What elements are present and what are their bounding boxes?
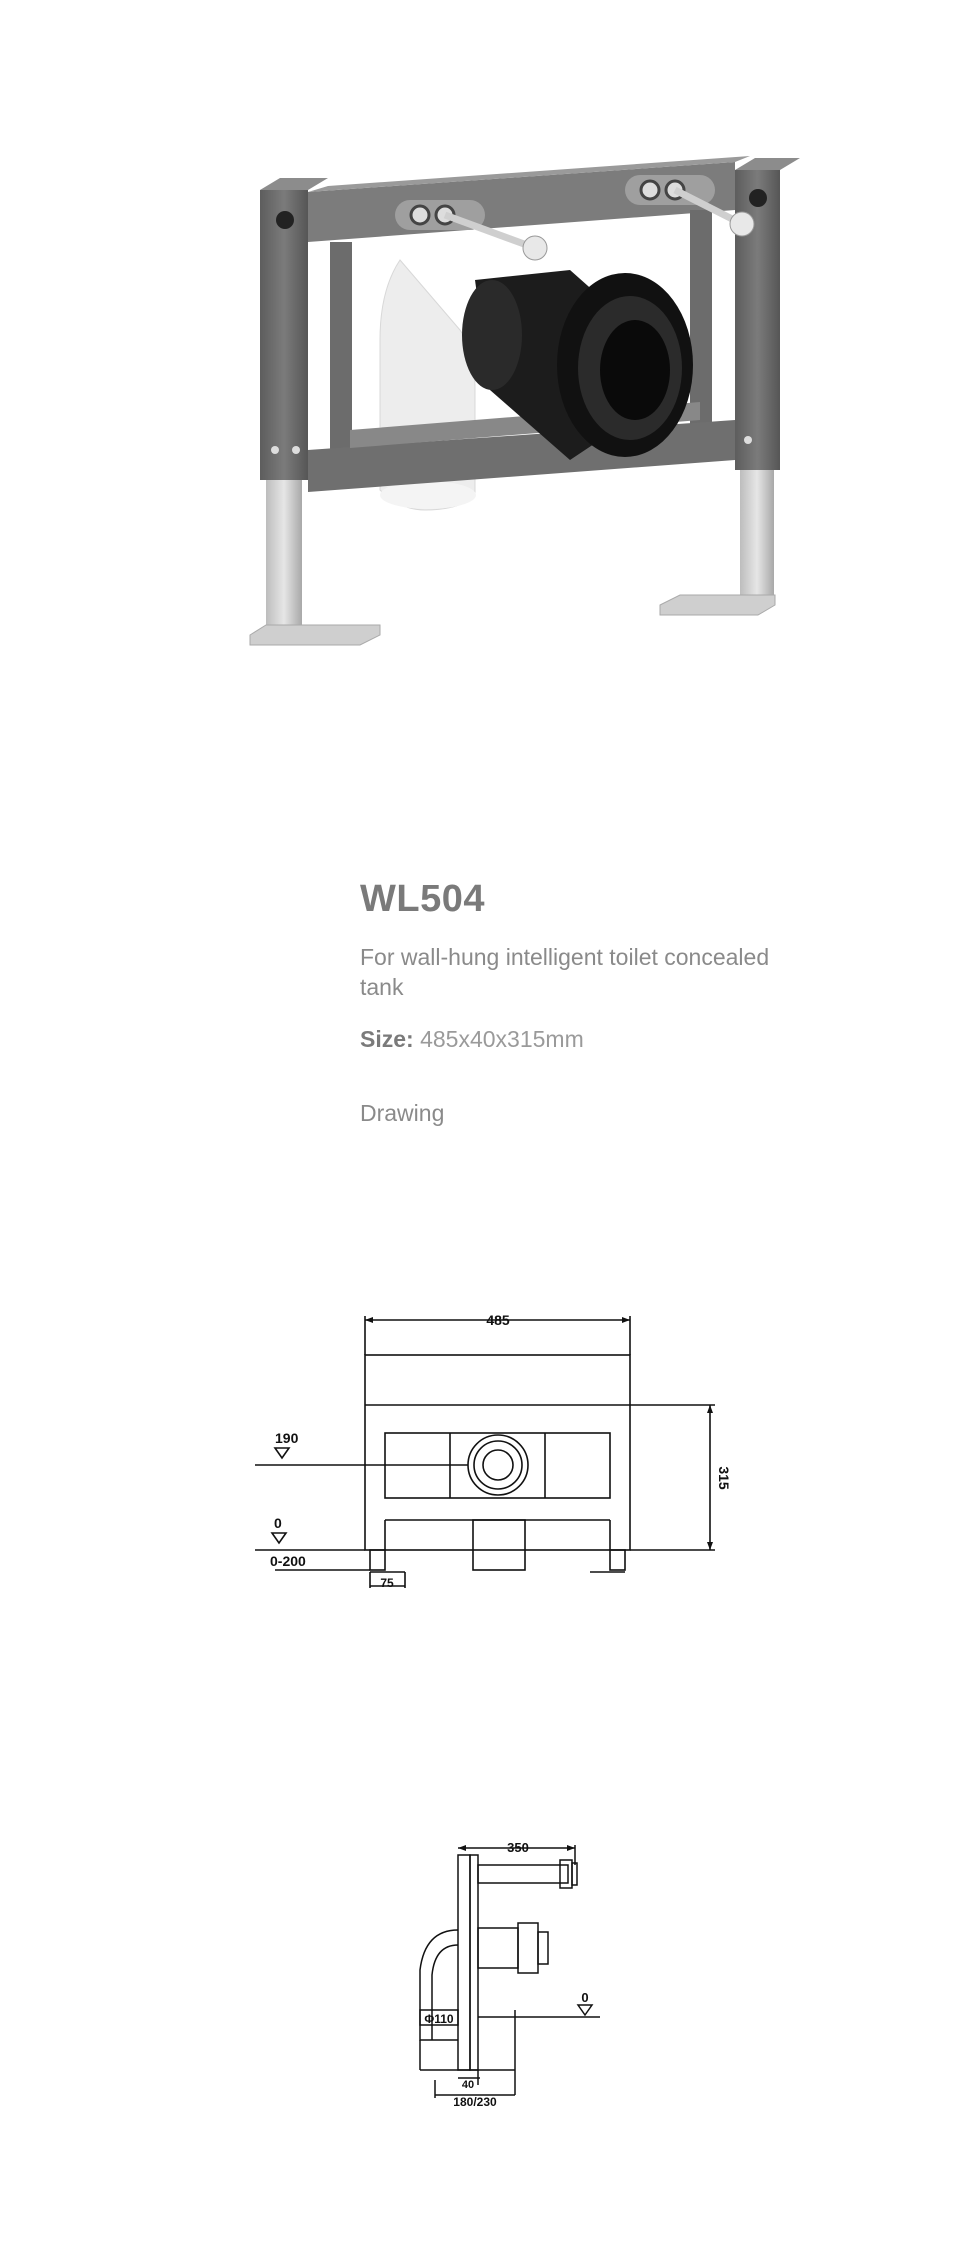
side-pipe-dim: Φ110 [424,2012,454,2026]
product-description: For wall-hung intelligent toilet concealed tank [360,944,770,1000]
size-label: Size: [360,1026,414,1052]
product-photo-icon [230,130,810,730]
drawing-heading: Drawing [360,1100,445,1126]
side-depth-range: 180/230 [453,2095,497,2109]
front-foot-dim: 75 [380,1576,394,1590]
size-value: 485x40x315mm [420,1026,584,1052]
side-view-drawing-icon [400,1840,600,2110]
product-model-title: WL504 [360,878,485,920]
front-level-range: 0-200 [270,1553,306,1569]
front-view-drawing-icon [255,1310,732,1600]
front-height-dim: 315 [716,1466,732,1490]
side-level-0: 0 [581,1990,589,2005]
product-size [360,1026,584,1053]
front-width-dim: 485 [486,1312,510,1328]
front-level-0: 0 [274,1515,282,1531]
side-post-dim: 40 [461,2079,475,2091]
front-level-190: 190 [275,1430,299,1446]
side-depth-dim: 350 [507,1840,529,1855]
